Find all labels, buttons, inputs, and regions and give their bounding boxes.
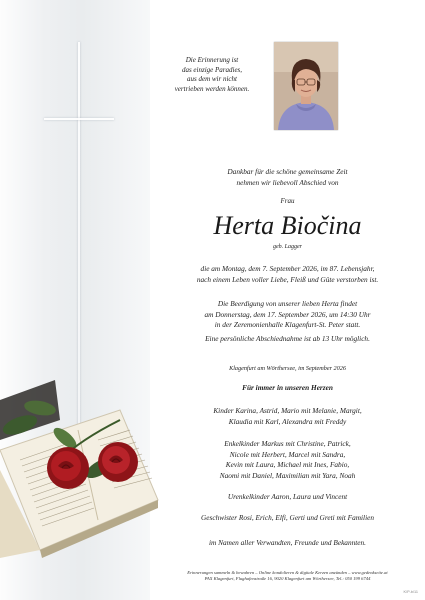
closing-line: im Namen aller Verwandten, Freunde und Bekannten. (209, 538, 366, 547)
death-notice-line: die am Montag, dem 7. September 2026, im 87. Lebensjahr, (200, 264, 375, 273)
funeral-line: in der Zeremonienhalle Klagenfurt-St. Peter statt. (214, 320, 361, 330)
red-rose-right (98, 442, 138, 482)
funeral-line: am Donnerstag, dem 17. September 2026, um 14:30 Uhr (204, 309, 371, 319)
intro-line: Dankbar für die schöne gemeinsame Zeit (227, 167, 348, 176)
footer-line: Erinnerungen sammeln & bewahren – Online kondolieren & digitale Kerzen anzünden – www.gedenkseite.at (187, 570, 388, 575)
document-code: K/P-b/11 (403, 590, 418, 594)
quote-line: aus dem wir nicht (187, 75, 237, 84)
cross-horizontal-bar (44, 118, 114, 120)
death-notice (150, 264, 425, 285)
quote-line: das einzige Paradies, (181, 65, 243, 74)
footer (150, 570, 425, 583)
quote-line: vertrieben werden können. (174, 84, 250, 93)
death-notice-line: nach einem Leben voller Liebe, Fleiß und Güte verstorben ist. (196, 274, 379, 284)
funeral-line: Die Beerdigung von unserer lieben Herta findet (217, 299, 358, 308)
grandchildren-list (150, 439, 425, 481)
deceased-name: Herta Biočina (213, 211, 362, 240)
book-and-roses-illustration (0, 380, 160, 560)
memorial-quote (162, 56, 262, 94)
footer-line: PAX Klagenfurt, Flughafenstraße 16, 9020 Klagenfurt am Wörthersee, Tel.: 050 199 6744 (204, 576, 371, 582)
place-date: Klagenfurt am Wörthersee, im September 2026 (229, 365, 346, 372)
quote-line: Die Erinnerung ist (185, 56, 239, 64)
red-rose-left (47, 447, 89, 489)
children-line: Klaudia mit Karl, Alexandra mit Freddy (228, 416, 347, 426)
siblings-line: Geschwister Rosi, Erich, Elfi, Gerti und Greti mit Familien (200, 513, 374, 522)
portrait-photo (274, 42, 338, 130)
grandchildren-line: Nicole mit Herbert, Marcel mit Sandra, (229, 449, 346, 459)
grandchildren-line: Enkelkinder Markus mit Christine, Patrick, (224, 439, 351, 448)
intro-text (150, 167, 425, 188)
children-line: Kinder Karina, Astrid, Mario mit Melanie, Margit, (213, 406, 362, 415)
salutation: Frau (280, 197, 295, 205)
grandchildren-line: Naomi mit Daniel, Maximilian mit Yara, Noah (219, 470, 356, 480)
grandchildren-line: Kevin mit Laura, Michael mit Ines, Fabio, (225, 460, 350, 470)
section-heading: Für immer in unseren Herzen (242, 383, 333, 392)
children-list (150, 406, 425, 427)
funeral-line: Eine persönliche Abschiednahme ist ab 13 Uhr möglich. (205, 333, 370, 343)
great-grandchildren-line: Urenkelkinder Aaron, Laura und Vincent (227, 492, 348, 501)
portrait-image (274, 42, 338, 130)
maiden-name: geb. Lagger (273, 244, 302, 250)
funeral-details (150, 299, 425, 344)
intro-line: nehmen wir liebevoll Abschied von (236, 177, 339, 187)
